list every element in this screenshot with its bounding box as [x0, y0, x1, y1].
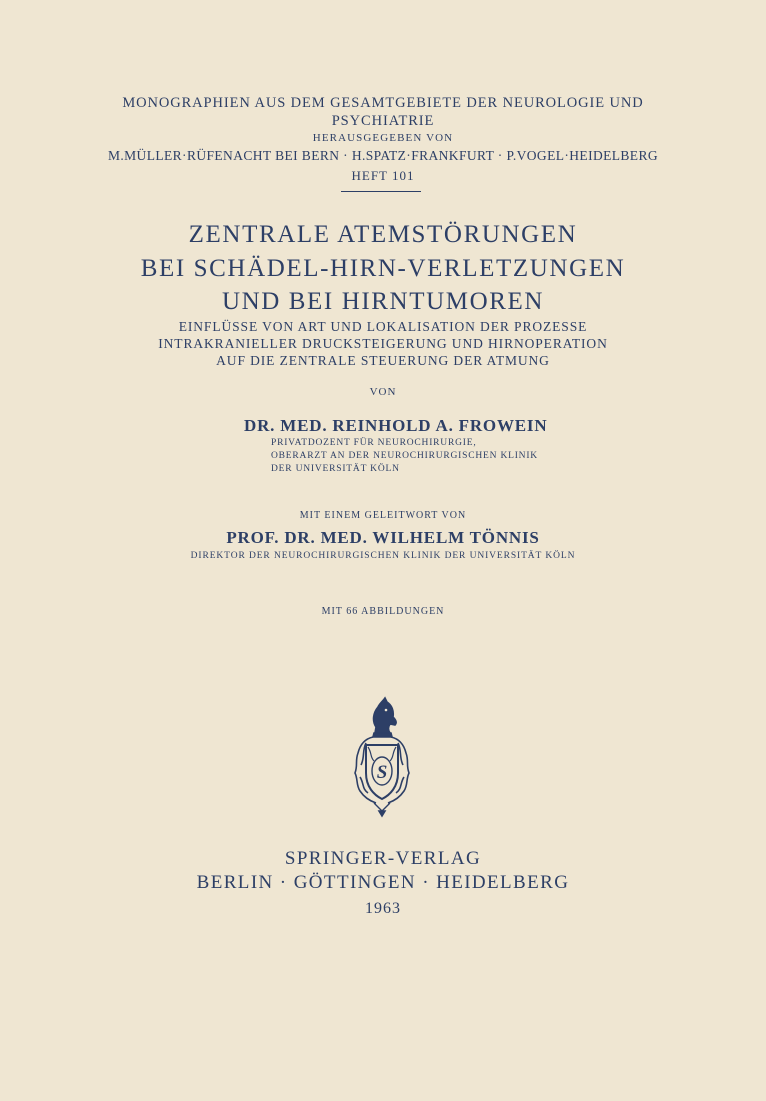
series-editors: M.MÜLLER·RÜFENACHT BEI BERN · H.SPATZ·FRANKFURT · P.VOGEL·HEIDELBERG [107, 148, 659, 163]
subtitle-line-2: INTRAKRANIELLER DRUCKSTEIGERUNG UND HIRNOPERATION [158, 336, 608, 351]
subtitle-line-1: EINFLÜSSE VON ART UND LOKALISATION DER PROZESSE [178, 319, 588, 334]
foreword-author: PROF. DR. MED. WILHELM TÖNNIS [226, 528, 540, 547]
subtitle-line-3: AUF DIE ZENTRALE STEUERUNG DER ATMUNG [216, 353, 550, 368]
editors-intro: HERAUSGEGEBEN VON [312, 132, 454, 144]
illustrations-note: MIT 66 ABBILDUNGEN [321, 606, 445, 617]
series-title-line-1: MONOGRAPHIEN AUS DEM GESAMTGEBIETE DER NEUROLOGIE UND [122, 95, 644, 111]
author-name: DR. MED. REINHOLD A. FROWEIN [244, 416, 548, 435]
book-title-line-3: UND BEI HIRNTUMOREN [221, 288, 545, 315]
logo-monogram: S [376, 762, 388, 783]
book-title-line-1: ZENTRALE ATEMSTÖRUNGEN [188, 221, 578, 248]
author-affiliation-line-3: DER UNIVERSITÄT KÖLN [271, 464, 400, 474]
issue-number: HEFT 101 [351, 168, 415, 183]
springer-knight-logo-icon [352, 693, 412, 818]
by-label: VON [369, 386, 397, 398]
author-affiliation-line-1: PRIVATDOZENT FÜR NEUROCHIRURGIE, [271, 438, 477, 448]
publisher-cities: BERLIN · GÖTTINGEN · HEIDELBERG [196, 872, 570, 893]
divider-rule [341, 191, 421, 192]
publisher-name: SPRINGER-VERLAG [284, 848, 482, 869]
author-affiliation-line-2: OBERARZT AN DER NEUROCHIRURGISCHEN KLINIK [271, 451, 538, 461]
series-title-line-2: PSYCHIATRIE [331, 113, 435, 129]
publication-year: 1963 [365, 900, 401, 917]
foreword-author-affiliation: DIREKTOR DER NEUROCHIRURGISCHEN KLINIK DER UNIVERSITÄT KÖLN [190, 551, 576, 561]
foreword-intro: MIT EINEM GELEITWORT VON [299, 510, 467, 521]
book-title-line-2: BEI SCHÄDEL-HIRN-VERLETZUNGEN [140, 255, 626, 282]
